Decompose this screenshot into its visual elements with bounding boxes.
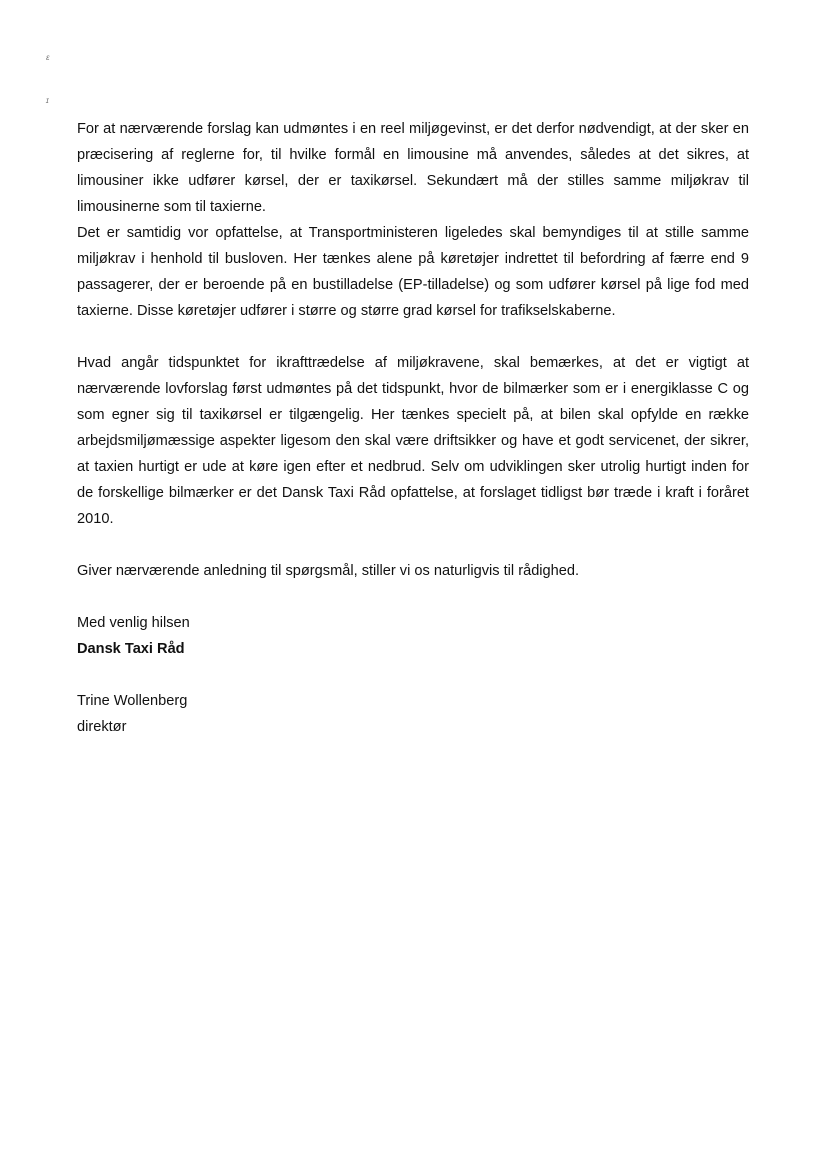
paragraph-gap (77, 662, 749, 688)
signatory-title: direktør (77, 719, 127, 735)
closing-organization: Dansk Taxi Råd (77, 641, 185, 657)
paragraph-gap (77, 584, 749, 610)
paragraph-limousine-requirements: For at nærværende forslag kan udmøntes i en reel miljøgevinst, er det derfor nødvendigt, at der sker en præcisering af reglerne for, til hvilke formål en limousine må anvendes, således at det sikres, at limousiner ikke udfører kørsel, der er taxikørsel. Sekundært må der stilles samme miljøkrav til limousinerne som til taxierne. (77, 121, 749, 215)
paragraph-gap (77, 324, 749, 350)
signatory-name: Trine Wollenberg (77, 693, 188, 709)
paragraph-effective-date: Hvad angår tidspunktet for ikrafttrædelse af miljøkravene, skal bemærkes, at det er vigtigt at nærværende lovforslag først udmøntes på det tidspunkt, hvor de bilmærker som er i energiklasse C og som egner sig til taxikørsel er tilgængelig. Her tænkes specielt på, at bilen skal opfylde en række arbejdsmiljømæssige aspekter ligesom den skal være driftsikker og have et godt servicenet, der sikrer, at taxien hurtigt er ude at køre igen efter et nedbrud. Selv om udviklingen sker utrolig hurtigt inden for de forskellige bilmærker er det Dansk Taxi Råd opfattelse, at forslaget tidligst bør træde i kraft i foråret 2010. (77, 355, 749, 527)
closing-greeting: Med venlig hilsen (77, 615, 190, 631)
paragraph-questions: Giver nærværende anledning til spørgsmål, stiller vi os naturligvis til rådighed. (77, 563, 580, 579)
letter-body (77, 116, 749, 740)
paragraph-gap (77, 532, 749, 558)
margin-mark: ɛ (46, 53, 50, 62)
margin-mark: ɪ (46, 96, 49, 105)
paragraph-bus-act: Det er samtidig vor opfattelse, at Transportministeren ligeledes skal bemyndiges til at stille samme miljøkrav i henhold til busloven. Her tænkes alene på køretøjer indrettet til befordring af færre end 9 passagerer, der er beroende på en bustilladelse (EP-tilladelse) og som udfører kørsel på lige fod med taxierne. Disse køretøjer udfører i større og større grad kørsel for trafikselskaberne. (77, 225, 749, 319)
